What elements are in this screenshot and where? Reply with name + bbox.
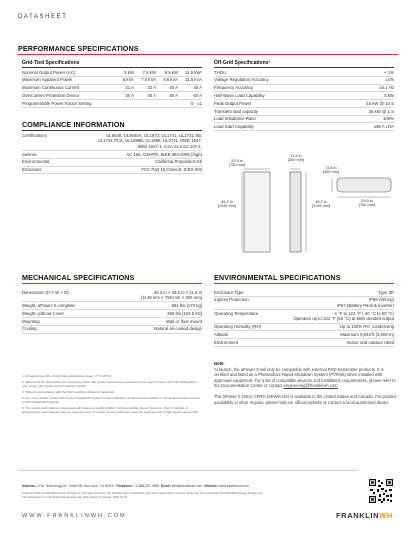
- mechanical-value: 358 lbs [162.5 kG]: [92, 310, 202, 318]
- grid-tied-value: [112, 100, 134, 108]
- environmental-value: Indoor and outdoor rated: [284, 339, 394, 347]
- footnotes: [22, 374, 202, 416]
- front-view: [242, 169, 270, 252]
- off-grid-value: 15 kW @ 10 S: [333, 100, 394, 108]
- grid-tied-value: 48 A: [178, 84, 202, 92]
- grid-tied-value: 11.5 kW¹: [178, 69, 202, 76]
- footnote: 2. When both PV and battery are supplying power, the system can deliver a continuous AC output of up to 11.5 kW. With battery-only output, the continuous AC output is 10 kW.: [22, 379, 198, 389]
- off-grid-label: Frequency Accuracy: [214, 84, 333, 92]
- compliance-row: [22, 132, 202, 150]
- mechanical-title: MECHANICAL SPECIFICATIONS: [22, 273, 135, 282]
- grid-tied-value: 32 A: [134, 84, 156, 92]
- grid-tied-row: [22, 92, 202, 100]
- grid-tied-row: [22, 69, 202, 76]
- footer-copyright: Copyright 2025 FranklinWH Energy Storage Inc. All rights reserved. The Franklin logo, FranklinWH, and other trademarks or service names are the trademarks of FranklinWH Energy Storage Inc.: [22, 491, 263, 495]
- grid-tied-value: 40 A: [156, 84, 178, 92]
- dimension-drawings: [214, 152, 404, 260]
- compliance-label: Emissions: [22, 166, 92, 174]
- environmental-value: IP56 (Wiring) IP67 (Battery Pack & Inverter): [284, 296, 394, 309]
- footer-url[interactable]: WWW.FRANKLINWH.COM: [22, 513, 127, 519]
- grid-tied-label: Overcurrent Protection Device: [22, 92, 112, 100]
- compliance-row: [22, 150, 202, 158]
- environmental-label: Enclosure Type: [214, 289, 284, 296]
- top-depth-label: 11.8 in [300 mm]: [322, 165, 340, 175]
- mechanical-rule: [22, 283, 202, 284]
- footer-disclaimer: The document is for informational purposes only, data subject to change. 2025-07-31: [22, 494, 128, 499]
- compliance-label: Certifications: [22, 132, 92, 150]
- compliance-value: UL9540, UL9540A, UL1973, UL1741, UL1741 SB, UL1741 PCS, UL1699B, UL1998, UL3741, IEEE 1547, IEEE 1547.1, CSA 22.2 No 107.1,: [92, 132, 202, 150]
- qr-code[interactable]: [368, 478, 394, 504]
- grid-tied-label: Programmable Power Factor Setting: [22, 100, 112, 108]
- grid-tied-label: Maximum Continuous Current: [22, 84, 112, 92]
- mechanical-label: Weight, without Cover: [22, 310, 92, 318]
- grid-tied-rule: [22, 67, 202, 68]
- off-grid-table: [214, 69, 394, 131]
- top-view: [332, 178, 391, 197]
- compliance-label: Environmental: [22, 158, 92, 166]
- off-grid-value: ±1%: [333, 76, 394, 84]
- environmental-row: [214, 331, 394, 339]
- off-grid-row: [214, 69, 394, 76]
- note-title: Note:: [214, 361, 225, 366]
- off-grid-value: ±0.1 Hz: [333, 84, 394, 92]
- environmental-value: Up to 100% RH, condensing: [284, 323, 394, 331]
- mechanical-row: [22, 302, 202, 310]
- off-grid-row: [214, 123, 394, 131]
- footnote: 4. For more details, please refer to the FranklinWH System Limited Warranty for End Users available in the Documentation Center on the FranklinWH website.: [22, 395, 200, 405]
- environmental-row: [214, 296, 394, 309]
- brand-logo: FRANKLINWH: [336, 511, 393, 520]
- compliance-rule: [22, 130, 202, 131]
- grid-tied-value: 50 A: [156, 92, 178, 100]
- environmental-row: [214, 289, 394, 296]
- grid-tied-value: 5 kVA: [112, 76, 134, 84]
- note-block: [214, 361, 398, 405]
- environmental-table: [214, 289, 394, 347]
- mechanical-row: [22, 317, 202, 325]
- footer-legal: [22, 492, 352, 499]
- environmental-row: [214, 339, 394, 347]
- off-grid-label: Load Start Capability: [214, 123, 333, 131]
- grid-tied-label: Maximum Apparent Power: [22, 76, 112, 84]
- note-paragraph-1: At launch, the aPower S will only be compatible with external RSD transmitter products. It is certified and listed as a Photovoltaic Rapid Shutdown System (PVRSS) when installed with approved equipment. For a list of compatible devices and installation requirements, please refer to the Documentation Center or contact engineering@franklinwh.com: [214, 366, 396, 389]
- off-grid-value: 185 A LRA: [333, 123, 394, 131]
- mechanical-label: Weight, aPower S complete: [22, 302, 92, 310]
- compliance-row: [22, 166, 202, 174]
- off-grid-rule: [214, 67, 394, 68]
- off-grid-label: THDU: [214, 69, 333, 76]
- compliance-row: [22, 158, 202, 166]
- compliance-value: AC 156, OSHPD, IEEE 693-2005 (high): [92, 150, 202, 158]
- off-grid-label: Peak Output Power: [214, 100, 333, 108]
- compliance-title: COMPLIANCE INFORMATION: [22, 120, 125, 129]
- compliance-table: [22, 132, 202, 174]
- compliance-label: Seismic: [22, 150, 92, 158]
- environmental-label: Operating Humidity (RH): [214, 323, 284, 331]
- side-view: [290, 169, 306, 252]
- footnote: 3. Tested in accordance with the CEC weighted efficiency approach.: [22, 390, 116, 395]
- performance-title: PERFORMANCE SPECIFICATIONS: [18, 44, 139, 53]
- off-grid-row: [214, 84, 394, 92]
- grid-tied-row: [22, 84, 202, 92]
- grid-tied-table: [22, 69, 202, 108]
- mechanical-row: [22, 289, 202, 302]
- off-grid-label: Load Imbalance Ratio: [214, 115, 333, 123]
- off-grid-value: 5 kW: [333, 92, 394, 100]
- off-grid-value: < 1%: [333, 69, 394, 76]
- grid-tied-value: 21 A: [112, 84, 134, 92]
- note-paragraph-2: The aPower S (SKU: APR5-10KWH-US) is available in the United States and Canada. For product availability in other regions, please visit our official website or contact a local authorized dealer.: [214, 393, 397, 405]
- grid-tied-value: 9.6 kVA: [156, 76, 178, 84]
- footnote: 1. At beginning of life. 5 kW charge/discharge power, 77°F (25°C).: [22, 374, 113, 378]
- grid-tied-value: 5 kW: [112, 69, 134, 76]
- mechanical-row: [22, 310, 202, 318]
- off-grid-label: Voltage Regulation Accuracy: [214, 76, 333, 84]
- grid-tied-value: [156, 100, 178, 108]
- engineering-email-link[interactable]: engineering@franklinwh.com: [283, 383, 338, 389]
- environmental-row: [214, 310, 394, 323]
- mechanical-value: 45.2 in × 29.5 in × 11.8 in [1149 mm × 750 mm × 300 mm]: [92, 289, 202, 302]
- mechanical-value: 581 lbs [173 kg]: [92, 302, 202, 310]
- off-grid-row: [214, 100, 394, 108]
- side-height-label: 45.2 in [1149 mm]: [311, 199, 331, 209]
- environmental-row: [214, 323, 394, 331]
- environmental-label: Operating Temperature: [214, 310, 284, 323]
- grid-tied-value: 7.6 kVA: [134, 76, 156, 84]
- grid-tied-title: Grid-Tied Specifications: [22, 60, 80, 66]
- page-header-title: DATASHEET: [18, 14, 68, 20]
- off-grid-row: [214, 115, 394, 123]
- grid-tied-value: 11.5 kVA: [178, 76, 202, 84]
- mechanical-table: [22, 289, 202, 334]
- off-grid-title: Off-Grid Specifications²: [214, 60, 271, 66]
- off-grid-value: 25 kW @ 1 S: [333, 107, 394, 115]
- performance-rule: [18, 54, 398, 55]
- environmental-title: ENVIRONMENTAL SPECIFICATIONS: [214, 273, 341, 282]
- environmental-value: Maximum 9,843 ft (3,000 m): [284, 331, 394, 339]
- side-depth-label: 11.8 in [300 mm]: [287, 153, 305, 163]
- footer-divider: [18, 470, 358, 471]
- grid-tied-value: 0 - ±1: [178, 100, 202, 108]
- mechanical-value: Wall or floor mount: [92, 317, 202, 325]
- off-grid-label: Half-Wave Load Capability: [214, 92, 333, 100]
- compliance-value: FCC Part 15 Class B, ICES 003: [92, 166, 202, 174]
- mechanical-label: Dimensions (H × W × D): [22, 289, 92, 302]
- off-grid-row: [214, 76, 394, 84]
- footer-contact: Address: 1731 Technology Dr., Suite 530 San Jose, CA 95110 Telephone: +1 888-837-2655 Email: info@franklinwh.com Website: www.franklinwh.com: [22, 484, 249, 488]
- off-grid-row: [214, 92, 394, 100]
- front-height-label: 45.2 in [1149 mm]: [217, 199, 237, 209]
- qr-code-icon: [368, 478, 394, 504]
- mechanical-label: Mounting: [22, 317, 92, 325]
- grid-tied-value: [134, 100, 156, 108]
- grid-tied-value: 60 A: [178, 92, 202, 100]
- environmental-label: Environment: [214, 339, 284, 347]
- off-grid-label: Transient load capacity: [214, 107, 333, 115]
- off-grid-row: [214, 107, 394, 115]
- footer-address: 1731 Technology Dr., Suite 530 San Jose, CA 95110: [37, 484, 114, 488]
- front-width-label: 29.5 in [750 mm]: [228, 158, 246, 168]
- grid-tied-label: Nominal Output Power (AC): [22, 69, 112, 76]
- top-width-label: 29.5 in [750 mm]: [358, 198, 376, 208]
- grid-tied-value: 30 A: [112, 92, 134, 100]
- environmental-rule: [214, 283, 394, 284]
- footer-website[interactable]: www.franklinwh.com: [218, 484, 249, 488]
- environmental-value: -4 °F to 122 °F (-20 °C to 50 °C) Operates up to 131 °F (55 °C) at 5kW derated output: [284, 310, 394, 323]
- grid-tied-value: 9.6 kW: [156, 69, 178, 76]
- environmental-label: Ingress Protection: [214, 296, 284, 309]
- environmental-label: Altitude: [214, 331, 284, 339]
- footer-telephone[interactable]: +1 888-837-2655: [133, 484, 160, 488]
- mechanical-row: [22, 325, 202, 333]
- environmental-value: Type 3R: [284, 289, 394, 296]
- mechanical-value: Natural air-cooled design: [92, 325, 202, 333]
- mechanical-label: Cooling: [22, 325, 92, 333]
- compliance-value: California Proposition 65: [92, 158, 202, 166]
- grid-tied-value: 7.6 kW: [134, 69, 156, 76]
- grid-tied-row: [22, 100, 202, 108]
- grid-tied-value: 40 A: [134, 92, 156, 100]
- footnote: 5. The output performance is designed with reference to IEC 62040-3 (Uninterruptible Power Systems - Part 3: Method of specifying the performance and test requirements). A number of core indicators meet the requirements of high-performance UPS.: [22, 406, 199, 415]
- off-grid-value: 100%: [333, 115, 394, 123]
- footer-email[interactable]: info@franklinwh.com: [171, 484, 203, 488]
- grid-tied-row: [22, 76, 202, 84]
